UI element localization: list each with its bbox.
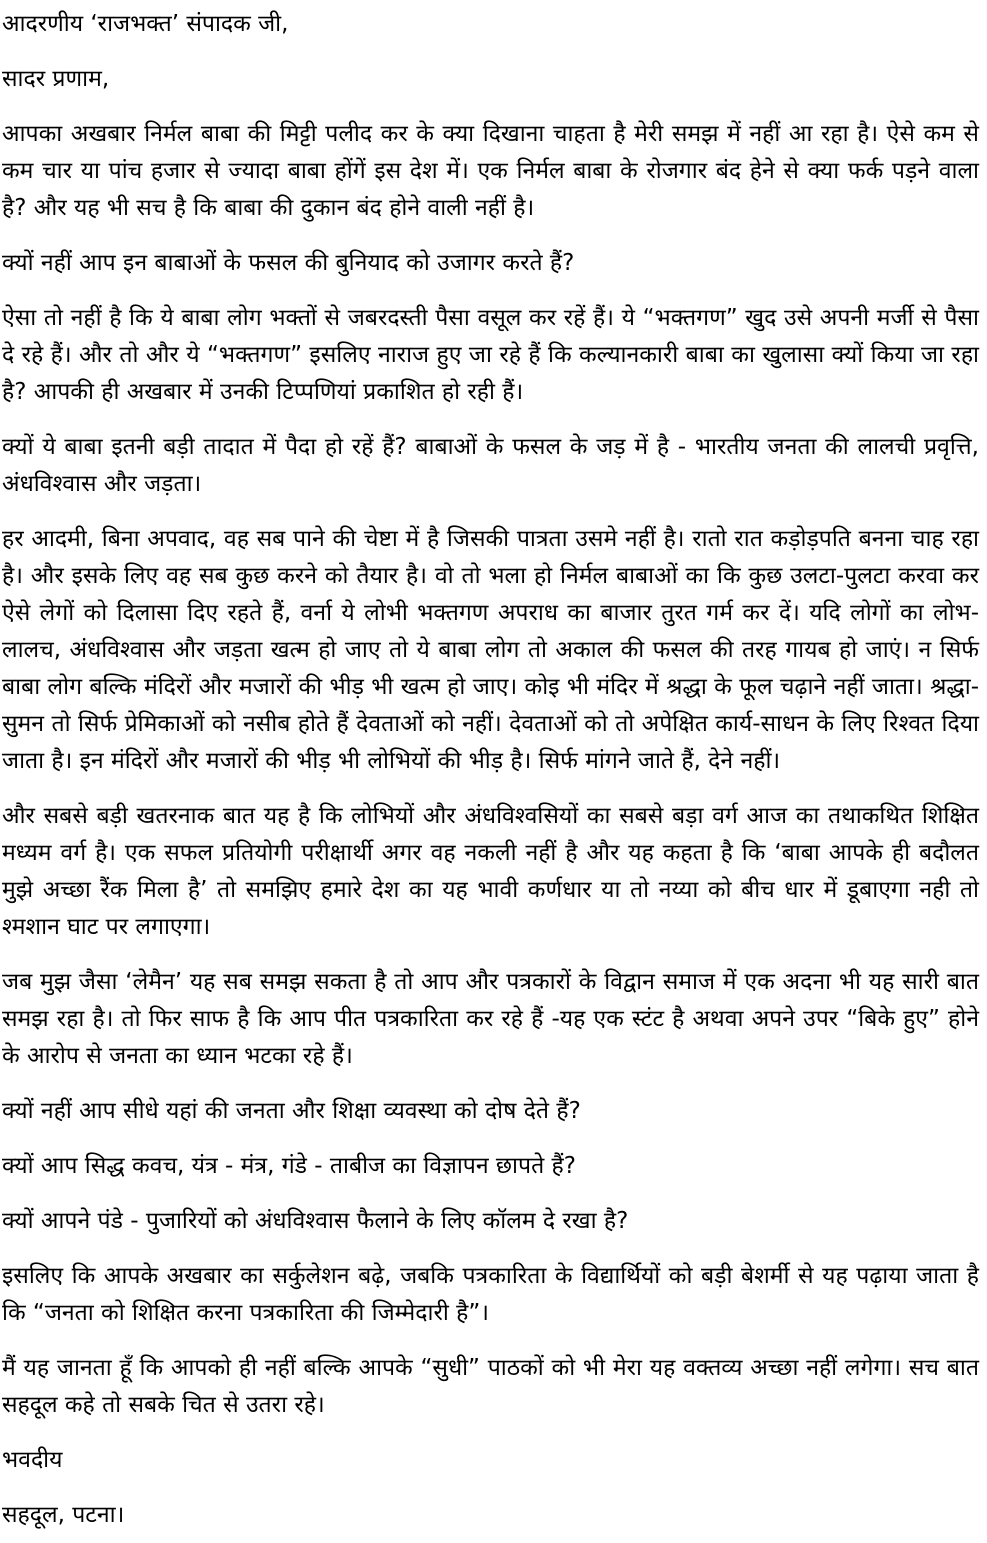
paragraph: क्यों आपने पंडे - पुजारियों को अंधविश्वास फैलाने के लिए कॉलम दे रखा है? xyxy=(2,1208,629,1234)
paragraph: क्यों ये बाबा इतनी बड़ी तादात में पैदा हो रहें हैं? बाबाओं के फसल के जड़ में है - भारतीय जनता की लालची प्रवृत्ति, अंधविश्वास और जड़ता। xyxy=(2,434,979,497)
paragraph: आपका अखबार निर्मल बाबा की मिट्टी पलीद कर के क्या दिखाना चाहता है मेरी समझ में नहीं आ रहा है। ऐसे कम से कम चार या पांच हजार से ज्यादा बाबा होंगें इस देश में। एक निर्मल बाबा के रोजगार बंद हेने से क्या फर्क पड़ने वाला है? और यह भी सच है कि बाबा की दुकान बंद होने वाली नहीं है। xyxy=(2,121,979,221)
signature: सहदूल, पटना। xyxy=(2,1502,125,1528)
paragraph: क्यों नहीं आप इन बाबाओं के फसल की बुनियाद को उजागर करते हैं? xyxy=(2,250,575,276)
paragraph: हर आदमी, बिना अपवाद, वह सब पाने की चेष्टा में है जिसकी पात्रता उसमे नहीं है। रातो रात कड़ोड़पति बनना चाह रहा है। और इसके लिए वह सब कुछ करने को तैयार है। वो तो भला हो निर्मल बाबाओं का कि कुछ उलटा-पुलटा करवा कर ऐसे लेगों को दिलासा दिए रहते हैं, वर्ना ये लोभी भक्तगण अपराध का बाजार तुरत गर्म कर दें। यदि लोगों का लोभ-लालच, अंधविश्वास और जड़ता खत्म हो जाए तो ये बाबा लोग तो अकाल की फसल की तरह गायब हो जाएं। न सिर्फ बाबा लोग बल्कि मंदिरों और मजारों की भीड़ भी खत्म हो जाए। कोइ भी मंदिर में श्रद्धा के फूल चढ़ाने नहीं जाता। श्रद्धा-सुमन तो सिर्फ प्रेमिकाओं को नसीब होते हैं देवताओं को नहीं। देवताओं को तो अपेक्षित कार्य-साधन के लिए रिश्वत दिया जाता है। इन मंदिरों और मजारों की भीड़ भी लोभियों की भीड़ है। सिर्फ मांगने जाते हैं, देने नहीं। xyxy=(2,526,979,774)
closing: भवदीय xyxy=(2,1447,63,1473)
paragraph: क्यों आप सिद्ध कवच, यंत्र - मंत्र, गंडे - ताबीज का विज्ञापन छापते हैं? xyxy=(2,1153,576,1179)
greeting: सादर प्रणाम, xyxy=(2,66,110,92)
paragraph: इसलिए कि आपके अखबार का सर्कुलेशन बढ़े, जबकि पत्रकारिता के विद्यार्थियों को बड़ी बेशर्मी से यह पढ़ाया जाता है कि “जनता को शिक्षित करना पत्रकारिता की जिम्मेदारी है”। xyxy=(2,1263,979,1326)
paragraph: और सबसे बड़ी खतरनाक बात यह है कि लोभियों और अंधविश्वसियों का सबसे बड़ा वर्ग आज का तथाकथित शिक्षित मध्यम वर्ग है। एक सफल प्रतियोगी परीक्षार्थी अगर वह नकली नहीं है और यह कहता है कि ‘बाबा आपके ही बदौलत मुझे अच्छा रैंक मिला है’ तो समझिए हमारे देश का यह भावी कर्णधार या तो नय्या को बीच धार में डूबाएगा नही तो श्मशान घाट पर लगाएगा। xyxy=(2,803,979,940)
paragraph: क्यों नहीं आप सीधे यहां की जनता और शिक्षा व्यवस्था को दोष देते हैं? xyxy=(2,1098,581,1124)
paragraph: मैं यह जानता हूँ कि आपको ही नहीं बल्कि आपके “सुधी” पाठकों को भी मेरा यह वक्तव्य अच्छा नहीं लगेगा। सच बात सहदूल कहे तो सबके चित से उतरा रहे। xyxy=(2,1355,979,1418)
salutation: आदरणीय ‘राजभक्त’ संपादक जी, xyxy=(2,11,289,37)
paragraph: जब मुझ जैसा ‘लेमैन’ यह सब समझ सकता है तो आप और पत्रकारों के विद्वान समाज में एक अदना भी यह सारी बात समझ रहा है। तो फिर साफ है कि आप पीत पत्रकारिता कर रहे हैं -यह एक स्टंट है अथवा अपने उपर “बिके हुए” होने के आरोप से जनता का ध्यान भटका रहे हैं। xyxy=(2,969,979,1069)
paragraph: ऐसा तो नहीं है कि ये बाबा लोग भक्तों से जबरदस्ती पैसा वसूल कर रहें हैं। ये “भक्तगण” खुद उसे अपनी मर्जी से पैसा दे रहे हैं। और तो और ये “भक्तगण” इसलिए नाराज हुए जा रहे हैं कि कल्यानकारी बाबा का खुलासा क्यों किया जा रहा है? आपकी ही अखबार में उनकी टिप्पणियां प्रकाशित हो रही हैं। xyxy=(2,305,979,405)
